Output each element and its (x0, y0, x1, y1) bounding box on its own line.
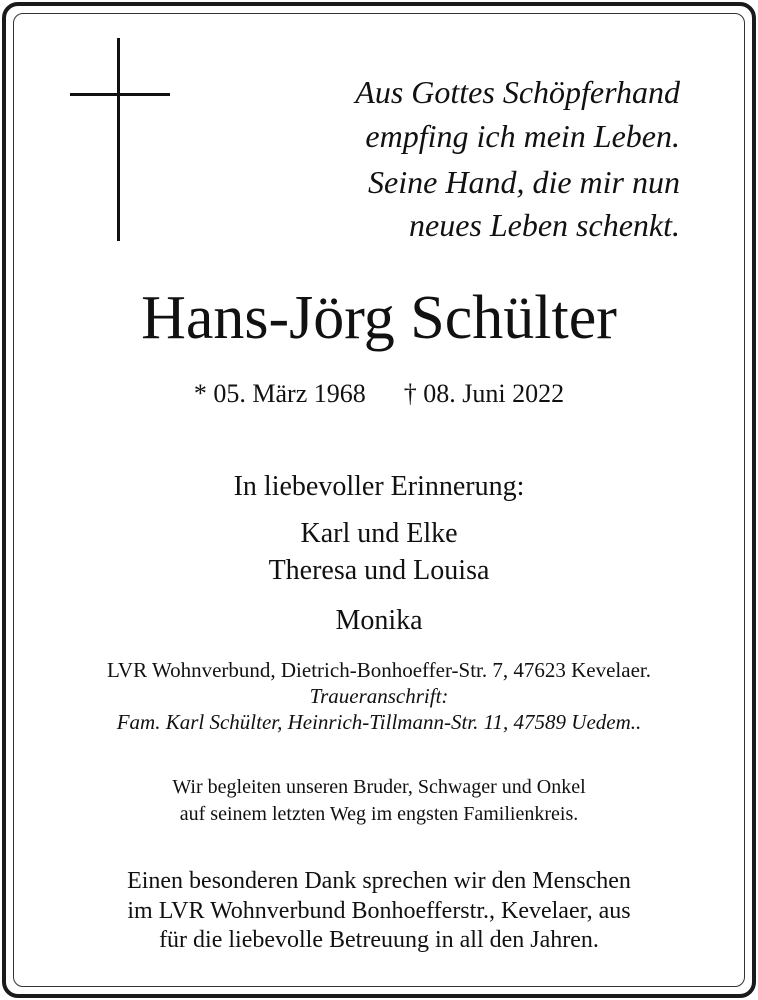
dates (0, 381, 758, 407)
mourner: Monika (335, 605, 423, 636)
death-date: † 08. Juni 2022 (403, 379, 565, 408)
mourner: Theresa und Louisa (268, 555, 490, 586)
remembrance-heading: In liebevoller Erinnerung: (233, 471, 525, 502)
poem-line: empfing ich mein Leben. (365, 118, 680, 154)
poem-line: Seine Hand, die mir nun (368, 164, 680, 200)
mourning-address: Fam. Karl Schülter, Heinrich-Tillmann-Str. 11, 47589 Uedem.. (116, 710, 642, 734)
thanks-line: Einen besonderen Dank sprechen wir den Menschen (127, 868, 631, 894)
thanks-line: für die liebevolle Betreuung in all den Jahren. (159, 927, 599, 953)
note-line: auf seinem letzten Weg im engsten Familienkreis. (179, 803, 579, 825)
mourner: Karl und Elke (300, 518, 458, 549)
address-label: Traueranschrift: (309, 684, 449, 708)
thanks-line: im LVR Wohnverbund Bonhoefferstr., Kevelaer, aus (127, 898, 631, 924)
birth-date: * 05. März 1968 (193, 379, 366, 408)
note-line: Wir begleiten unseren Bruder, Schwager und Onkel (172, 776, 586, 798)
deceased-name: Hans-Jörg Schülter (141, 284, 617, 352)
poem-line: neues Leben schenkt. (408, 207, 680, 243)
poem-line: Aus Gottes Schöpferhand (355, 74, 680, 110)
address-line: LVR Wohnverbund, Dietrich-Bonhoeffer-Str. 7, 47623 Kevelaer. (107, 658, 651, 682)
